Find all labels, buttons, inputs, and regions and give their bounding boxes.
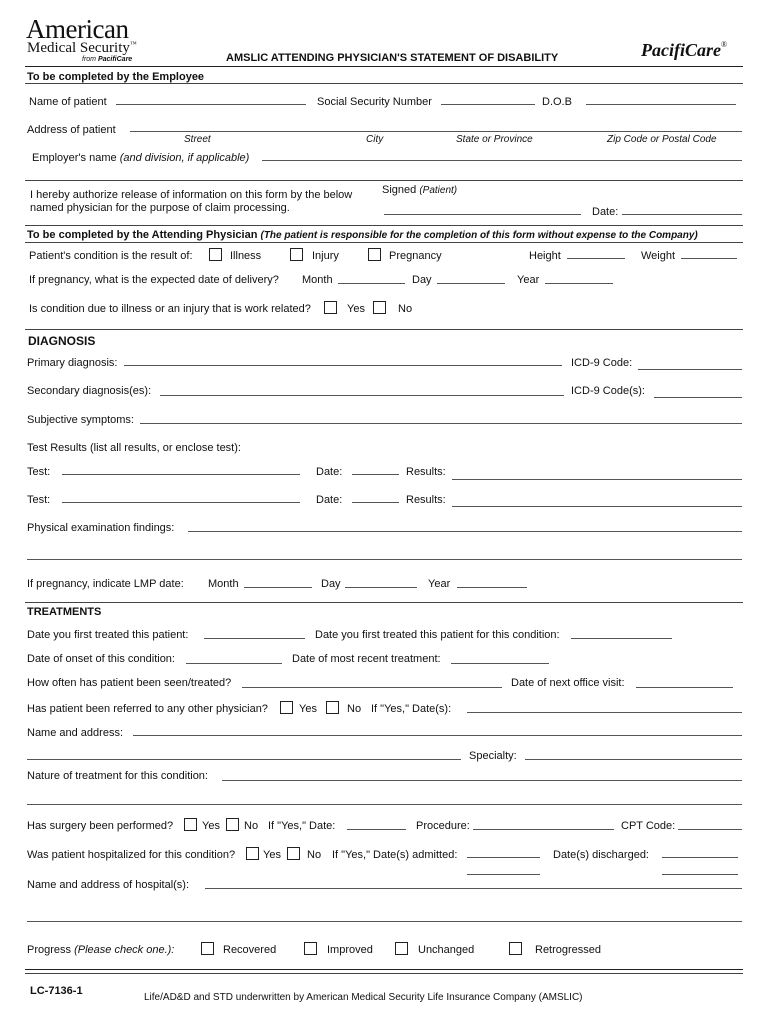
discharged-field-2[interactable] — [662, 874, 738, 875]
next-visit-field[interactable] — [636, 687, 733, 688]
icds-label: ICD-9 Code(s): — [571, 385, 645, 397]
illness-label: Illness — [230, 250, 262, 262]
test-1-date-label: Date: — [316, 466, 343, 478]
city-label: City — [366, 134, 384, 145]
logo-pacificare-small: PacifiCare — [97, 56, 133, 63]
unchanged-checkbox[interactable] — [395, 942, 408, 955]
physical-label: Physical examination findings: — [27, 522, 175, 534]
authorize-text-2: named physician for the purpose of claim processing. — [30, 202, 290, 214]
employer-field[interactable] — [262, 160, 742, 161]
diagnosis-heading: DIAGNOSIS — [28, 334, 96, 348]
hospitalized-no-checkbox[interactable] — [287, 847, 300, 860]
logo-reg: ® — [720, 40, 728, 49]
work-related-no-checkbox[interactable] — [373, 301, 386, 314]
dob-label: D.O.B — [542, 96, 572, 108]
subjective-field[interactable] — [140, 423, 742, 424]
employee-rule — [25, 83, 743, 84]
surgery-date-field[interactable] — [347, 829, 406, 830]
referred-yes-checkbox[interactable] — [280, 701, 293, 714]
cpt-label: CPT Code: — [621, 820, 676, 832]
height-field[interactable] — [567, 258, 625, 259]
work-related-yes-label: Yes — [347, 303, 365, 315]
illness-checkbox[interactable] — [209, 248, 222, 261]
employer-label — [32, 152, 249, 164]
weight-label: Weight — [641, 250, 676, 262]
delivery-month-field[interactable] — [338, 283, 405, 284]
nature-field-1[interactable] — [222, 780, 742, 781]
recovered-label: Recovered — [223, 944, 277, 956]
hospital-label: Name and address of hospital(s): — [27, 879, 190, 891]
secondary-diagnosis-field[interactable] — [160, 395, 564, 396]
lmp-month-field[interactable] — [244, 587, 312, 588]
retrogressed-checkbox[interactable] — [509, 942, 522, 955]
form-code: LC-7136-1 — [30, 985, 83, 997]
physical-field-1[interactable] — [188, 531, 742, 532]
employer-note: (and division, if applicable) — [119, 152, 250, 164]
icds-field[interactable] — [654, 397, 742, 398]
physical-field-2[interactable] — [27, 559, 742, 560]
test-2-date-field[interactable] — [352, 502, 399, 503]
procedure-label: Procedure: — [416, 820, 470, 832]
work-related-no-label: No — [398, 303, 413, 315]
procedure-field[interactable] — [473, 829, 614, 830]
first-condition-label: Date you first treated this patient for this condition: — [315, 629, 560, 641]
treatments-heading: TREATMENTS — [27, 606, 102, 618]
lmp-day-label: Day — [321, 578, 341, 590]
referred-dates-label: If "Yes," Date(s): — [371, 703, 452, 715]
onset-label: Date of onset of this condition: — [27, 653, 175, 665]
name-address-field-2[interactable] — [27, 759, 461, 760]
primary-diagnosis-label: Primary diagnosis: — [27, 357, 118, 369]
specialty-field[interactable] — [525, 759, 742, 760]
delivery-day-label: Day — [412, 274, 432, 286]
icd-field[interactable] — [638, 369, 742, 370]
subjective-label: Subjective symptoms: — [27, 414, 134, 426]
dob-field[interactable] — [586, 104, 736, 105]
name-of-patient-field[interactable] — [116, 104, 306, 105]
hospital-field-1[interactable] — [205, 888, 742, 889]
physician-heading — [27, 229, 698, 241]
test-2-date-label: Date: — [316, 494, 343, 506]
signature-field[interactable] — [384, 214, 581, 215]
signed-note: (Patient) — [419, 185, 458, 196]
employee-date-field[interactable] — [622, 214, 742, 215]
form-title: AMSLIC ATTENDING PHYSICIAN'S STATEMENT OF DISABILITY — [226, 52, 559, 64]
hospitalized-label: Was patient hospitalized for this condition? — [27, 849, 236, 861]
footer-rule-2 — [25, 973, 743, 974]
first-condition-field[interactable] — [571, 638, 672, 639]
admitted-field-2[interactable] — [467, 874, 540, 875]
next-visit-label: Date of next office visit: — [511, 677, 625, 689]
test-2-results-field[interactable] — [452, 506, 742, 507]
test-2-results-label: Results: — [406, 494, 446, 506]
referred-no-checkbox[interactable] — [326, 701, 339, 714]
test-1-label: Test: — [27, 466, 51, 478]
admitted-label: If "Yes," Date(s) admitted: — [332, 849, 458, 861]
footer-rule-1 — [25, 969, 743, 970]
footer-note: Life/AD&D and STD underwritten by American Medical Security Life Insurance Company (AMSLIC) — [144, 992, 583, 1003]
delivery-year-field[interactable] — [545, 283, 613, 284]
employee-date-label: Date: — [592, 206, 619, 218]
how-often-field[interactable] — [242, 687, 502, 688]
surgery-yes-checkbox[interactable] — [184, 818, 197, 831]
delivery-day-field[interactable] — [437, 283, 505, 284]
test-1-date-field[interactable] — [352, 474, 399, 475]
test-2-label: Test: — [27, 494, 51, 506]
test-2-field[interactable] — [62, 502, 300, 503]
surgery-date-label: If "Yes," Date: — [268, 820, 336, 832]
how-often-label: How often has patient been seen/treated? — [27, 677, 232, 689]
delivery-year-label: Year — [517, 274, 540, 286]
test-1-field[interactable] — [62, 474, 300, 475]
lmp-label: If pregnancy, indicate LMP date: — [27, 578, 184, 590]
lmp-day-field[interactable] — [345, 587, 417, 588]
progress-text: Progress — [27, 944, 72, 956]
primary-diagnosis-field[interactable] — [124, 365, 562, 366]
discharged-label: Date(s) discharged: — [553, 849, 649, 861]
lmp-year-field[interactable] — [457, 587, 527, 588]
first-treated-field[interactable] — [204, 638, 305, 639]
signed-label — [382, 184, 457, 196]
nature-field-2[interactable] — [27, 804, 742, 805]
diagnosis-top-rule — [25, 329, 743, 330]
discharged-field-1[interactable] — [662, 857, 738, 858]
header-rule — [25, 66, 743, 67]
onset-field[interactable] — [186, 663, 282, 664]
zip-label: Zip Code or Postal Code — [607, 134, 717, 145]
hospitalized-yes-label: Yes — [263, 849, 281, 861]
address-of-patient-label: Address of patient — [27, 124, 116, 136]
surgery-yes-label: Yes — [202, 820, 220, 832]
address-field[interactable] — [130, 131, 742, 132]
logo-medical-security — [27, 40, 137, 57]
logo-from-pacificare — [82, 56, 132, 63]
physician-heading-text: To be completed by the Attending Physician — [27, 229, 258, 241]
progress-label — [27, 944, 174, 956]
height-label: Height — [529, 250, 561, 262]
cpt-field[interactable] — [678, 829, 742, 830]
logo-american: American — [26, 14, 129, 44]
logo-tm: ™ — [129, 40, 137, 48]
retrogressed-label: Retrogressed — [535, 944, 602, 956]
logo-from: from — [82, 56, 96, 63]
specialty-label: Specialty: — [469, 750, 517, 762]
hospitalized-no-label: No — [307, 849, 322, 861]
delivery-month-label: Month — [302, 274, 333, 286]
employee-heading: To be completed by the Employee — [27, 71, 205, 83]
street-label: Street — [184, 134, 211, 145]
signed-text: Signed — [382, 184, 417, 196]
logo-pacificare — [641, 40, 727, 61]
referred-no-label: No — [347, 703, 362, 715]
test-results-label: Test Results (list all results, or enclose test): — [27, 442, 241, 454]
name-of-patient-label: Name of patient — [29, 96, 107, 108]
injury-label: Injury — [312, 250, 339, 262]
state-label: State or Province — [456, 134, 533, 145]
improved-label: Improved — [327, 944, 373, 956]
surgery-no-label: No — [244, 820, 259, 832]
hospitalized-yes-checkbox[interactable] — [246, 847, 259, 860]
physician-rule — [25, 242, 743, 243]
authorize-text-1: I hereby authorize release of information on this form by the below — [30, 189, 353, 201]
logo-medical-security-text: Medical Security — [27, 40, 130, 56]
referred-dates-field[interactable] — [467, 712, 742, 713]
injury-checkbox[interactable] — [290, 248, 303, 261]
surgery-no-checkbox[interactable] — [226, 818, 239, 831]
referred-yes-label: Yes — [299, 703, 317, 715]
referred-label: Has patient been referred to any other physician? — [27, 703, 268, 715]
lmp-month-label: Month — [208, 578, 239, 590]
name-address-label: Name and address: — [27, 727, 123, 739]
test-1-results-field[interactable] — [452, 479, 742, 480]
admitted-field-1[interactable] — [467, 857, 540, 858]
condition-label: Patient's condition is the result of: — [29, 250, 193, 262]
first-treated-label: Date you first treated this patient: — [27, 629, 189, 641]
hospital-field-2[interactable] — [27, 921, 742, 922]
name-address-field-1[interactable] — [133, 735, 742, 736]
secondary-diagnosis-label: Secondary diagnosis(es): — [27, 385, 152, 397]
employer-text: Employer's name — [32, 152, 117, 164]
ssn-field[interactable] — [441, 104, 535, 105]
weight-field[interactable] — [681, 258, 737, 259]
work-related-label: Is condition due to illness or an injury that is work related? — [29, 303, 311, 315]
improved-checkbox[interactable] — [304, 942, 317, 955]
employee-bottom-rule — [25, 225, 743, 226]
surgery-label: Has surgery been performed? — [27, 820, 174, 832]
work-related-yes-checkbox[interactable] — [324, 301, 337, 314]
pregnancy-checkbox[interactable] — [368, 248, 381, 261]
logo-pacificare-text: PacifiCare — [641, 40, 721, 60]
test-1-results-label: Results: — [406, 466, 446, 478]
delivery-label: If pregnancy, what is the expected date of delivery? — [29, 274, 279, 286]
treatments-top-rule — [25, 602, 743, 603]
physician-heading-note: (The patient is responsible for the completion of this form without expense to the Company) — [260, 230, 698, 241]
icd-label: ICD-9 Code: — [571, 357, 633, 369]
pregnancy-label: Pregnancy — [389, 250, 442, 262]
recent-field[interactable] — [451, 663, 549, 664]
nature-label: Nature of treatment for this condition: — [27, 770, 208, 782]
progress-note: (Please check one.): — [74, 944, 175, 956]
recovered-checkbox[interactable] — [201, 942, 214, 955]
recent-label: Date of most recent treatment: — [292, 653, 441, 665]
lmp-year-label: Year — [428, 578, 451, 590]
unchanged-label: Unchanged — [418, 944, 475, 956]
employer-rule — [25, 180, 743, 181]
ssn-label: Social Security Number — [317, 96, 432, 108]
